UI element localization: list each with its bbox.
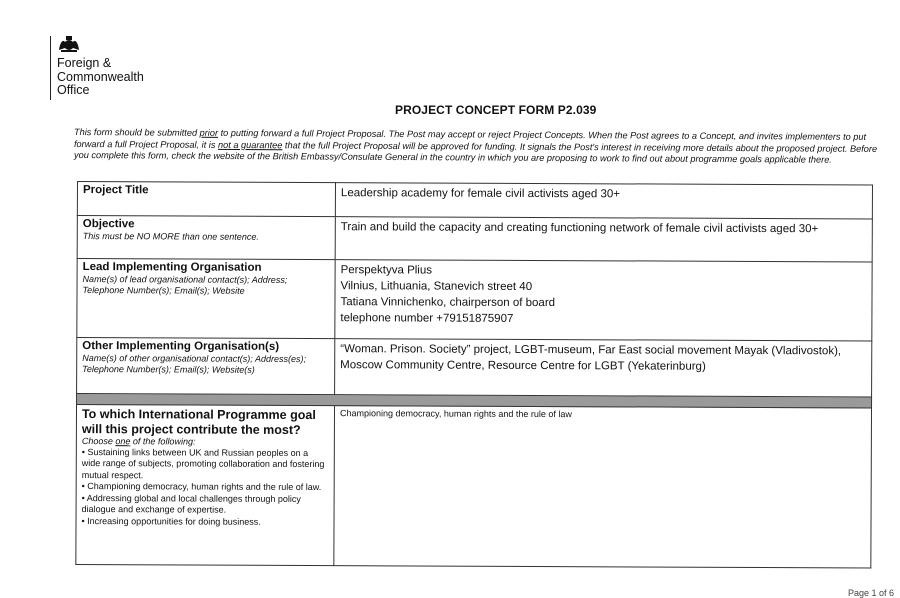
- label-cell: [77, 259, 335, 339]
- row-project-title: [77, 182, 872, 219]
- value-cell: [335, 260, 872, 341]
- value-cell: [335, 339, 872, 397]
- concept-form-table: [75, 181, 873, 568]
- lead-org-name: Perspektyva Plius: [340, 264, 433, 277]
- choose-text: Choose: [81, 436, 116, 447]
- objective-hint: This must be NO MORE than one sentence.: [82, 231, 259, 242]
- intro-paragraph: [74, 127, 894, 167]
- logo-divider: [50, 36, 51, 100]
- choose-emphasis: one: [115, 436, 131, 447]
- label-cell: [77, 216, 335, 260]
- choose-text: of the following:: [130, 436, 196, 447]
- royal-crest-icon: [56, 34, 82, 54]
- lead-org-hint: Name(s) of lead organisational contact(s); Address; Telephone Number(s); Email(s); Website: [82, 274, 288, 296]
- value-cell: [335, 183, 872, 219]
- other-org-hint: Name(s) of other organisational contact(s); Address(es); Telephone Number(s); Email(s); Website(s): [82, 353, 307, 375]
- intro-text: that the full Project Proposal will be approved for funding. It signals the Post's interest in receiving more details about the proposed project. Before you complete this form, check the website of the British Embassy/Consulate General in the country in which you are proposing to work to find out about programme goals applicable there.: [74, 139, 878, 165]
- lead-org-label: Lead Implementing Organisation: [82, 261, 262, 274]
- row-other-organisations: [77, 338, 872, 397]
- objective-label: Objective: [82, 218, 135, 231]
- lead-org-contact: Tatiana Vinnichenko, chairperson of board: [340, 296, 556, 310]
- goal-choose-hint: [82, 436, 329, 448]
- lead-org-phone: telephone number +79151875907: [340, 312, 514, 325]
- goal-answer: Championing democracy, human rights and the rule of law: [339, 408, 572, 420]
- value-cell: [334, 406, 872, 568]
- department-line: Commonwealth: [57, 69, 144, 84]
- department-line: Office: [57, 83, 90, 97]
- goal-option: • Sustaining links between UK and Russian peoples on a wide range of subjects, promoting collaboration and fostering mutual respect.: [81, 446, 325, 480]
- objective-value: Train and build the capacity and creating functioning network of female civil activists aged 30+: [340, 221, 819, 236]
- row-programme-goal: [76, 405, 872, 568]
- project-title-value: Leadership academy for female civil activists aged 30+: [340, 187, 621, 201]
- goal-option: • Increasing opportunities for doing business.: [81, 515, 261, 527]
- other-org-value: “Woman. Prison. Society” project, LGBT-museum, Far East social movement Mayak (Vladivostok), Moscow Community Centre, Resource Centre for LGBT (Yekaterinburg): [340, 343, 842, 373]
- project-title-label: Project Title: [82, 184, 149, 197]
- label-cell: [77, 338, 335, 395]
- intro-emphasis: prior: [199, 127, 219, 138]
- goal-question-label: To which International Programme goal will this project contribute the most?: [81, 407, 316, 437]
- value-cell: [335, 217, 872, 262]
- form-title: PROJECT CONCEPT FORM P2.039: [395, 103, 597, 117]
- lead-org-address: Vilnius, Lithuania, Stanevich street 40: [340, 280, 533, 293]
- other-org-label: Other Implementing Organisation(s): [82, 340, 280, 353]
- intro-text: to putting forward a full Project Proposal. The Post may accept or reject Project Concepts. When the Post agrees to a Concept, and invites implementers to put forward a full Project Proposal, it is: [74, 127, 867, 150]
- department-line: Foreign &: [57, 56, 112, 70]
- goal-options-list: [81, 447, 328, 529]
- page-number: Page 1 of 6: [848, 588, 895, 598]
- goal-option: • Championing democracy, human rights and the rule of law.: [81, 481, 322, 493]
- department-name: [57, 57, 144, 98]
- intro-text: This form should be submitted: [74, 127, 200, 138]
- row-objective: [77, 216, 872, 262]
- intro-emphasis: not a guarantee: [218, 139, 283, 150]
- goal-option: • Addressing global and local challenges through policy dialogue and exchange of expertise.: [81, 492, 301, 515]
- label-cell: [76, 405, 335, 566]
- label-cell: [77, 182, 335, 217]
- row-lead-organisation: [77, 259, 872, 341]
